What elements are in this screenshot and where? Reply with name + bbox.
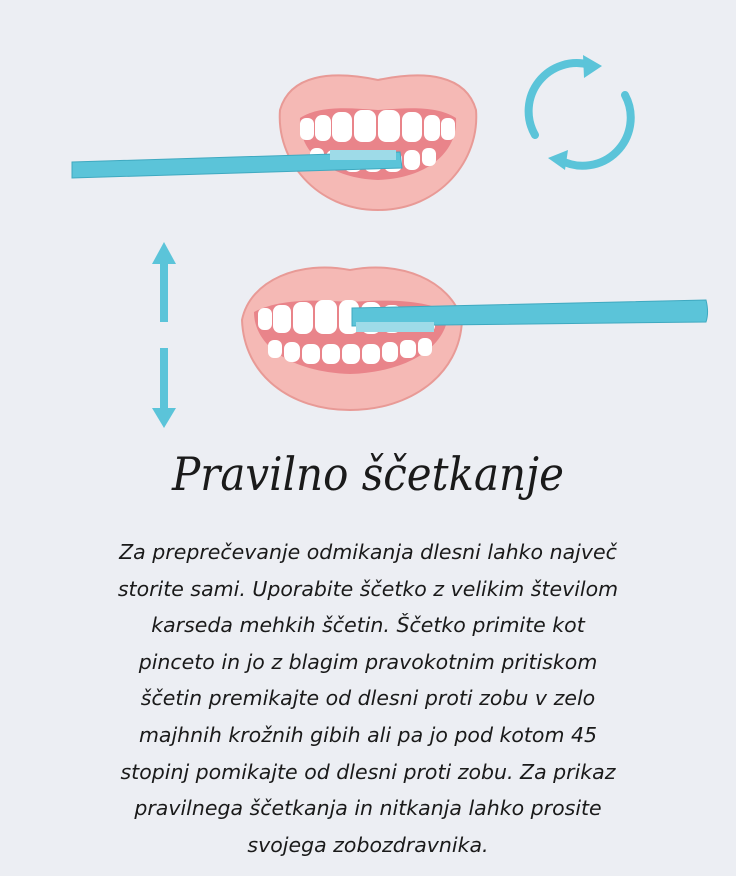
circular-motion-icon	[529, 63, 631, 166]
body-line: ščetin premikajte od dlesni proti zobu v zelo	[140, 686, 596, 711]
body-line: karseda mehkih ščetin. Ščetko primite kot	[151, 613, 585, 638]
mouth-top	[280, 75, 477, 210]
body-line: Za preprečevanje odmikanja dlesni lahko največ	[119, 540, 617, 564]
page-title: Pravilno ščetkanje	[172, 448, 564, 501]
body-line: stopinj pomikajte od dlesni proti zobu. Za prikaz	[120, 759, 616, 784]
up-down-arrow-icon	[152, 242, 176, 428]
body-line: majhnih krožnih gibih ali pa jo pod kotom 45	[138, 722, 598, 747]
body-paragraph	[70, 534, 666, 863]
body-line: svojega zobozdravnika.	[247, 832, 489, 857]
body-line: storite sami. Uporabite ščetko z velikim številom	[117, 576, 619, 601]
body-line: pravilnega ščetkanja in nitkanja lahko prosite	[134, 796, 602, 821]
body-line: pinceto in jo z blagim pravokotnim pritiskom	[138, 649, 598, 674]
mouth-bottom	[242, 267, 462, 410]
